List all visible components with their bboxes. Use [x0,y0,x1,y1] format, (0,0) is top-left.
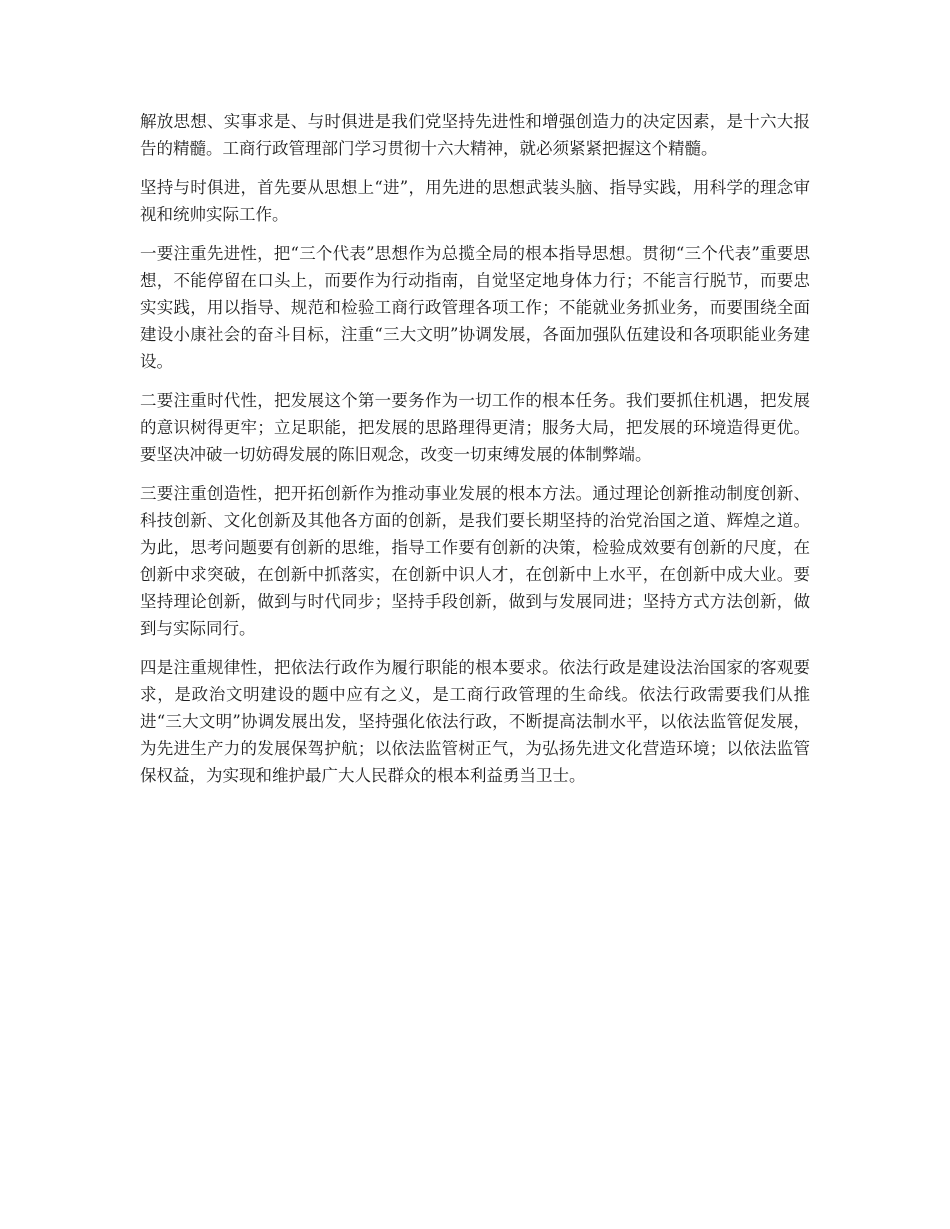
paragraph-2: 坚持与时俱进，首先要从思想上“进”，用先进的思想武装头脑、指导实践，用科学的理念审视和统帅实际工作。 [140,178,810,224]
paragraph-3: 一要注重先进性，把“三个代表”思想作为总揽全局的根本指导思想。贯彻“三个代表”重要思想，不能停留在口头上，而要作为行动指南，自觉坚定地身体力行；不能言行脱节，而要忠实实践，用以指导、规范和检验工商行政管理各项工作；不能就业务抓业务，而要围绕全面建设小康社会的奋斗目标，注重“三大文明”协调发展，各面加强队伍建设和各项职能业务建设。 [140,244,810,371]
paragraph-4: 二要注重时代性，把发展这个第一要务作为一切工作的根本任务。我们要抓住机遇，把发展的意识树得更牢；立足职能，把发展的思路理得更清；服务大局，把发展的环境造得更优。要坚决冲破一切妨碍发展的陈旧观念，改变一切束缚发展的体制弊端。 [140,391,810,464]
document-body [140,108,810,801]
paragraph-1: 解放思想、实事求是、与时俱进是我们党坚持先进性和增强创造力的决定因素，是十六大报告的精髓。工商行政管理部门学习贯彻十六大精神，就必须紧紧把握这个精髓。 [140,112,810,158]
paragraph-5: 三要注重创造性，把开拓创新作为推动事业发展的根本方法。通过理论创新推动制度创新、科技创新、文化创新及其他各方面的创新，是我们要长期坚持的治党治国之道、辉煌之道。为此，思考问题要有创新的思维，指导工作要有创新的决策，检验成效要有创新的尺度，在创新中求突破，在创新中抓落实，在创新中识人才，在创新中上水平，在创新中成大业。要坚持理论创新，做到与时代同步；坚持手段创新，做到与发展同进；坚持方式方法创新，做到与实际同行。 [140,484,810,638]
paragraph-6: 四是注重规律性，把依法行政作为履行职能的根本要求。依法行政是建设法治国家的客观要求，是政治文明建设的题中应有之义，是工商行政管理的生命线。依法行政需要我们从推进“三大文明”协调发展出发，坚持强化依法行政，不断提高法制水平，以依法监管促发展，为先进生产力的发展保驾护航；以依法监管树正气，为弘扬先进文化营造环境；以依法监管保权益，为实现和维护最广大人民群众的根本利益勇当卫士。 [140,658,810,785]
